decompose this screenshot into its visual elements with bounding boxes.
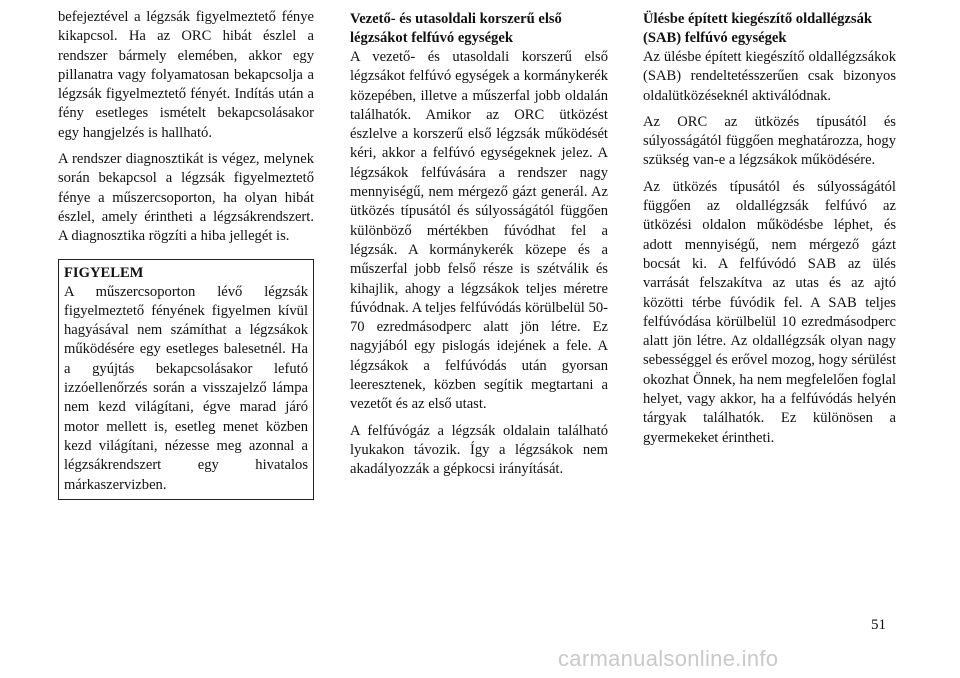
body-paragraph: Az ORC az ütközés típusától és súlyosságától függően meghatározza, hogy szükség van-e a légzsákok működésére. — [643, 113, 896, 169]
body-paragraph: A felfúvógáz a légzsák oldalain található lyukakon távozik. Így a légzsákok nem akadályozzák a gépkocsi irányítását. — [350, 422, 608, 478]
warning-title: FIGYELEM — [64, 264, 144, 281]
body-paragraph: A vezető- és utasoldali korszerű első légzsákot felfúvó egységek a kormánykerék közepében, illetve a műszerfal jobb oldalán találhatók. Amikor az ORC ütközést észlelve a korszerű első légzsák működését kéri, akkor a felfúvó egységeknek jelez. A légzsákok felfúvására a rendszer nagy mennyiségű, nem mérgező gázt generál. Az ütközés típusától és súlyosságától függően különböző mértékben fúvódhat fel a légzsák. A kormánykerék közepe és a műszerfal jobb felső része is szétválik és kihajlik, ahogy a légzsákok teljes méretre fúvódnak. A teljes felfúvódás körülbelül 50-70 ezredmásodperc alatt jön létre. Ez nagyjából egy pislogás idejének a fele. A légzsákok a felfúvódás után gyorsan leeresztenek, közben segítik megtartani a vezetőt és az első utast. — [350, 49, 608, 413]
middle-column — [350, 10, 608, 487]
watermark-text: carmanualsonline.info — [558, 646, 779, 671]
section-heading: Vezető- és utasoldali korszerű első légzsákot felfúvó egységek — [350, 11, 562, 46]
right-column — [643, 10, 896, 455]
body-paragraph: A rendszer diagnosztikát is végez, melynek során bekapcsol a légzsák figyelmeztető fénye a műszercsoporton, ha olyan hibát észlel, amely érintheti a légzsákrendszert. A diagnosztika rögzíti a hiba jellegét is. — [58, 151, 314, 245]
warning-box — [58, 259, 314, 500]
left-column — [58, 8, 314, 500]
body-paragraph: Az ülésbe épített kiegészítő oldallégzsákok (SAB) rendeltetésszerűen csak bizonyos oldalütközéseknél aktiválódnak. — [643, 49, 896, 104]
section-heading: Ülésbe épített kiegészítő oldallégzsák (SAB) felfúvó egységek — [643, 11, 873, 46]
warning-text: A műszercsoporton lévő légzsák figyelmeztető fényének figyelmen kívül hagyásával nem számíthat a légzsákok működésére egy esetleges balesetnél. Ha a gyújtás bekapcsolásakor lefutó izzóellenőrzés során a visszajelző lámpa nem kezd világítani, égve marad járó motor mellett is, esetleg menet közben kezd világítani, nézesse meg azonnal a légzsákrendszert egy hivatalos márkaszervizben. — [64, 283, 308, 493]
body-paragraph: Az ütközés típusától és súlyosságától függően az oldallégzsák felfúvó az ütközési oldalon működésbe léphet, és adott mennyiségű, nem mérgező gázt bocsát ki. A felfúvódó SAB az ülés varrását felszakítva az utas és az ajtó közötti térbe fúvódik fel. A SAB teljes felfúvódása körülbelül 10 ezredmásodperc alatt jön létre. Az oldallégzsák olyan nagy sebességgel és erővel mozog, hogy sérülést okozhat Önnek, ha nem megfelelően foglal helyet, vagy akkor, ha a felfúvódás helyén tárgyak találhatók. Ez különösen a gyermekeket érintheti. — [643, 178, 896, 446]
page-number: 51 — [871, 617, 886, 633]
body-paragraph: befejeztével a légzsák figyelmeztető fénye kikapcsol. Ha az ORC hibát észlel a rendszer bármely elemében, akkor egy pillanatra vagy folyamatosan bekapcsolja a légzsák figyelmeztető fényét. Indítás után a fény esetleges ismételt bekapcsolásakor egy hangjelzés is hallható. — [58, 9, 314, 141]
